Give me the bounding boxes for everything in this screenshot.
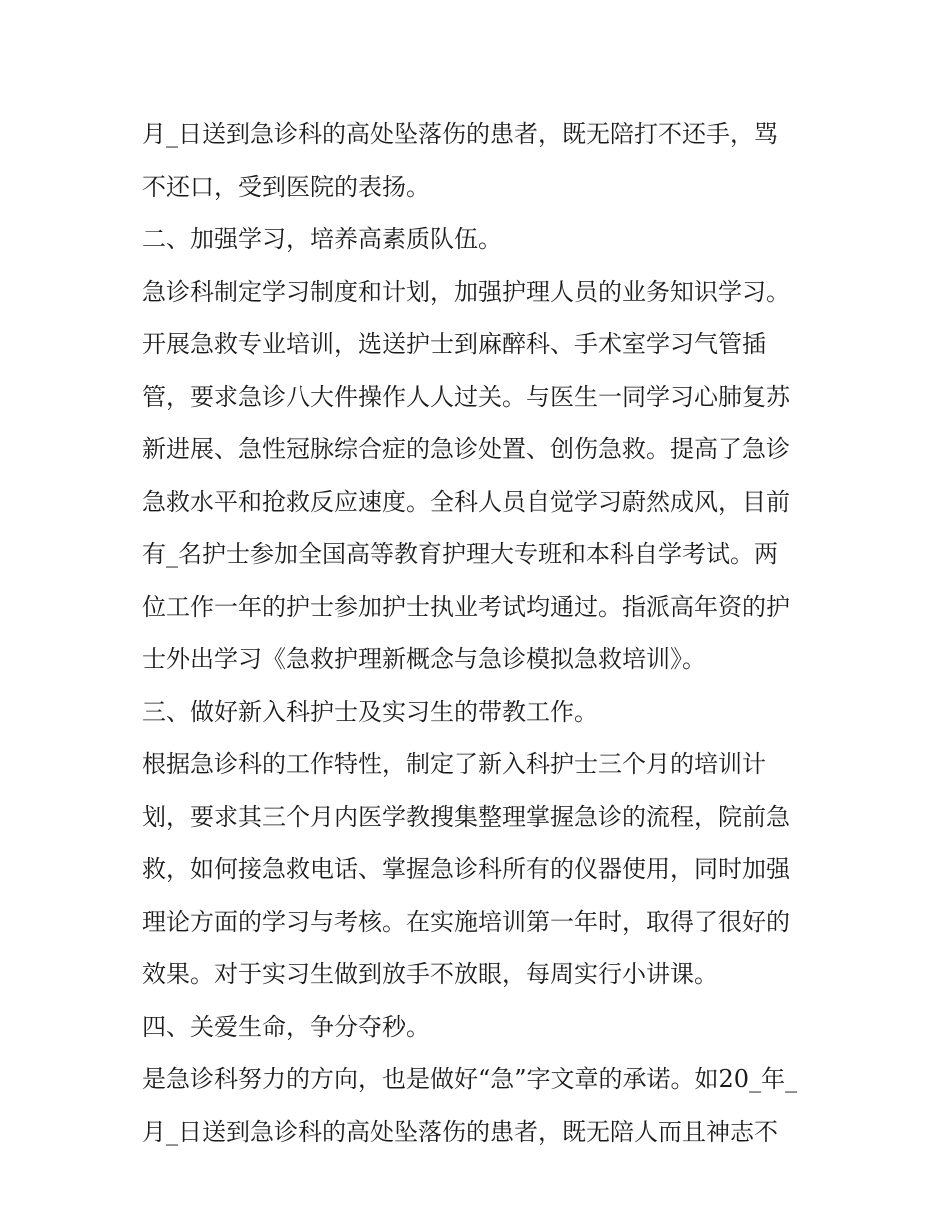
text-line: 管，要求急诊八大件操作人人过关。与医生一同学习心肺复苏 [142, 382, 790, 411]
text-line: 是急诊科努力的方向，也是做好“急”字文章的承诺。如20_年_ [142, 1065, 798, 1093]
section-heading: 二、加强学习，培养高素质队伍。 [142, 225, 502, 253]
text-line: 根据急诊科的工作特性，制定了新入科护士三个月的培训计 [142, 750, 766, 778]
text-line: 士外出学习《急救护理新概念与急诊模拟急救培训》。 [142, 645, 706, 673]
text-line: 救，如何接急救电话、掌握急诊科所有的仪器使用，同时加强 [142, 855, 790, 883]
text-line: 开展急救专业培训，选送护士到麻醉科、手术室学习气管插 [142, 330, 766, 358]
text-line: 新进展、急性冠脉综合症的急诊处置、创伤急救。提高了急诊 [142, 435, 790, 463]
text-line: 月_日送到急诊科的高处坠落伤的患者，既无陪打不还手，骂 [142, 120, 778, 148]
text-line: 有_名护士参加全国高等教育护理大专班和本科自学考试。两 [142, 540, 778, 568]
text-line: 理论方面的学习与考核。在实施培训第一年时，取得了很好的 [142, 907, 790, 936]
text-line: 月_日送到急诊科的高处坠落伤的患者，既无陪人而且神志不 [142, 1117, 778, 1146]
document-body [142, 108, 822, 1158]
text-line: 急救水平和抢救反应速度。全科人员自觉学习蔚然成风，目前 [142, 487, 790, 516]
text-line: 位工作一年的护士参加护士执业考试均通过。指派高年资的护 [142, 592, 790, 621]
text-line: 效果。对于实习生做到放手不放眼，每周实行小讲课。 [142, 960, 718, 988]
text-line: 划，要求其三个月内医学教搜集整理掌握急诊的流程，院前急 [142, 802, 790, 831]
section-heading: 四、关爱生命，争分夺秒。 [142, 1012, 430, 1041]
text-line: 急诊科制定学习制度和计划，加强护理人员的业务知识学习。 [142, 277, 790, 306]
section-heading: 三、做好新入科护士及实习生的带教工作。 [142, 697, 598, 726]
text-line: 不还口，受到医院的表扬。 [142, 172, 430, 201]
